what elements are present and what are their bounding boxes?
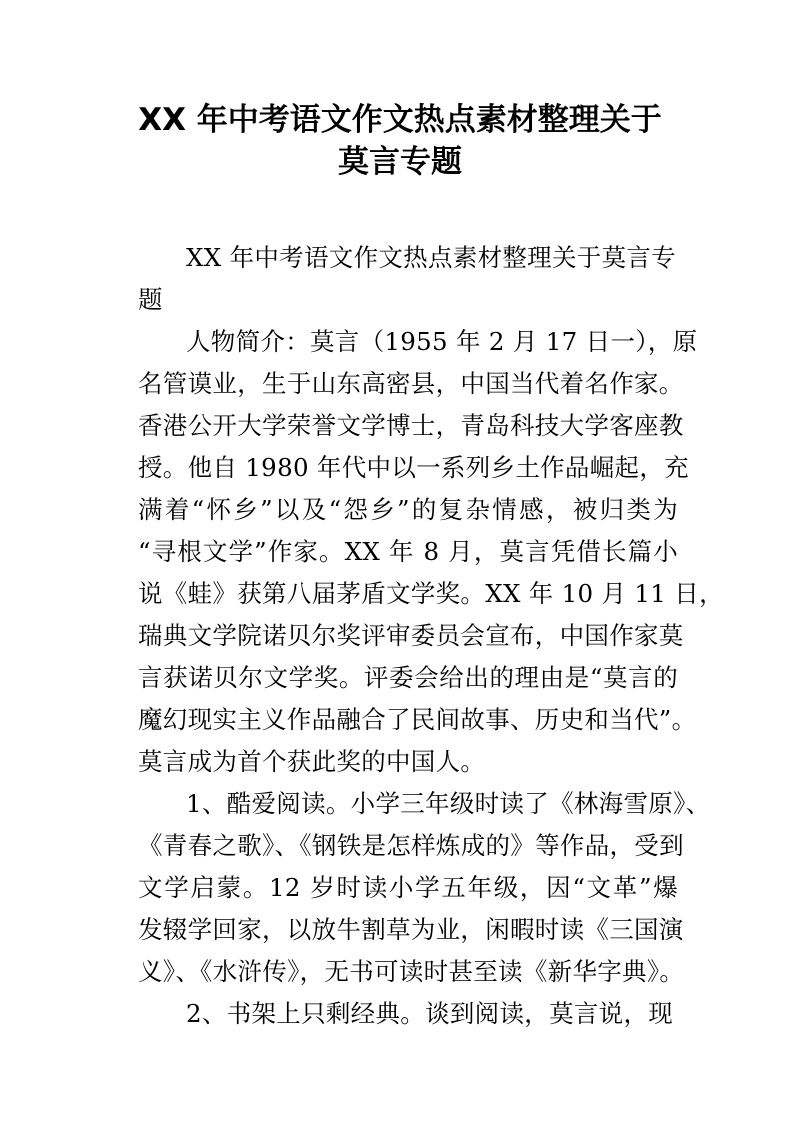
document-title-line-1: XX 年中考语文作文热点素材整理关于	[138, 102, 662, 138]
paragraph-line: 1、酷爱阅读。小学三年级时读了《林海雪原》、	[186, 789, 711, 818]
paragraph-line: 瑞典文学院诺贝尔奖评审委员会宣布，中国作家莫	[138, 621, 684, 650]
paragraph-line: 言获诺贝尔文学奖。评委会给出的理由是“莫言的	[138, 663, 678, 692]
paragraph-line: 2、书架上只剩经典。谈到阅读，莫言说，现	[186, 999, 674, 1028]
paragraph-line: 题	[138, 285, 163, 314]
paragraph-line: 魔幻现实主义作品融合了民间故事、历史和当代”。	[138, 705, 697, 734]
paragraph-line: XX 年中考语文作文热点素材整理关于莫言专	[186, 243, 676, 272]
paragraph-line: 莫言成为首个获此奖的中国人。	[138, 747, 486, 776]
paragraph-line: 说《蛙》获第八届茅盾文学奖。XX 年 10 月 11 日，	[138, 579, 724, 608]
paragraph-line: 香港公开大学荣誉文学博士，青岛科技大学客座教	[138, 411, 684, 440]
paragraph-line: “寻根文学”作家。XX 年 8 月，莫言凭借长篇小	[138, 537, 678, 566]
paragraph-line: 名管谟业，生于山东高密县，中国当代着名作家。	[138, 369, 684, 398]
paragraph-line: 发辍学回家，以放牛割草为业，闲暇时读《三国演	[138, 915, 684, 944]
paragraph-line: 满着“怀乡”以及“怨乡”的复杂情感，被归类为	[138, 495, 678, 524]
document-title-line-2: 莫言专题	[338, 144, 462, 180]
paragraph-line: 义》、《水浒传》，无书可读时甚至读《新华字典》。	[138, 957, 685, 986]
paragraph-line: 《青春之歌》、《钢铁是怎样炼成的》等作品，受到	[138, 831, 684, 860]
paragraph-line: 人物简介：莫言（1955 年 2 月 17 日一），原	[186, 327, 698, 356]
paragraph-line: 文学启蒙。12 岁时读小学五年级，因“文革”爆	[138, 873, 678, 902]
paragraph-line: 授。他自 1980 年代中以一系列乡土作品崛起，充	[138, 453, 689, 482]
